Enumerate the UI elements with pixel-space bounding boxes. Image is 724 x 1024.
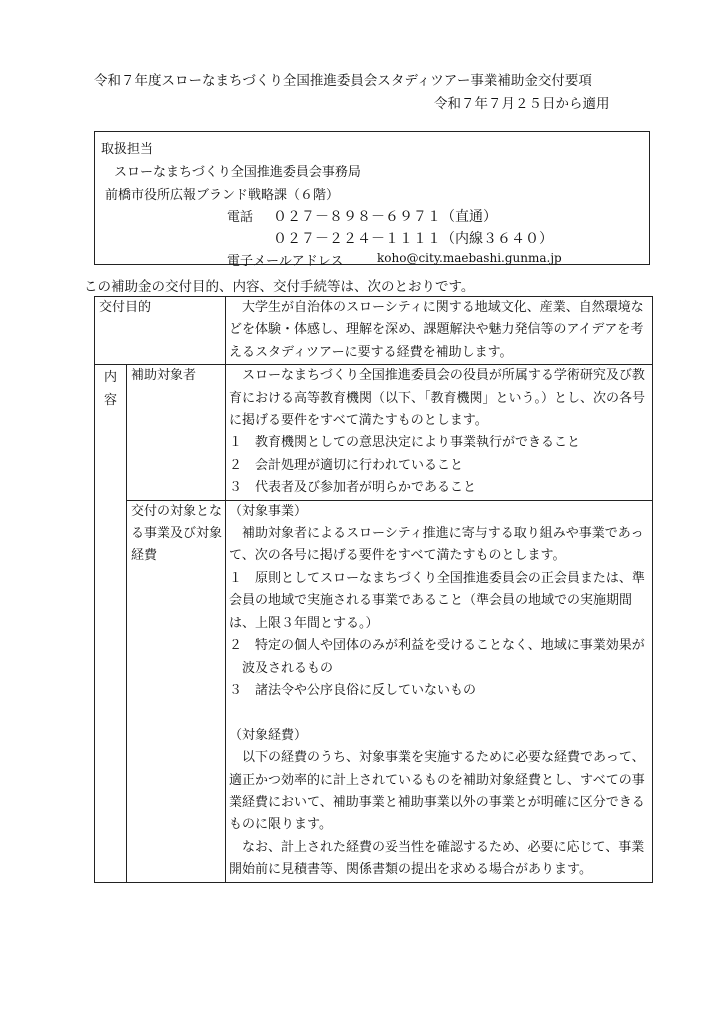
list-item: ３ 代表者及び参加者が明らかであること: [229, 480, 477, 496]
contact-dept: 前橋市役所広報ブランド戦略課（６階）: [105, 188, 340, 203]
purpose-label: 交付目的: [95, 297, 226, 365]
contact-office: スローなまちづくり全国推進委員会事務局: [114, 165, 361, 180]
purpose-text: 大学生が自治体のスローシティに関する地域文化、産業、自然環境などを体験・体感し、理解を深め、課題解決や魅力発信等のアイデアを考えるスタディツアーに要する経費を補助します。: [229, 300, 644, 360]
content-label: 内容: [104, 370, 118, 408]
table-row: [95, 365, 653, 500]
target-label: 交付の対象となる事業及び対象経費: [127, 500, 226, 882]
document-title: 令和７年度スローなまちづくり全国推進委員会スタディツアー事業補助金交付要項: [94, 73, 592, 89]
target-cost-note: なお、計上された経費の妥当性を確認するため、必要に応じて、事業開始前に見積書等、関係書類の提出を求める場合があります。: [229, 839, 645, 878]
eligible-label: 補助対象者: [127, 365, 226, 500]
contact-heading: 取扱担当: [101, 142, 154, 157]
table-row: [95, 500, 653, 882]
contact-box: [94, 131, 650, 269]
target-cell: [226, 500, 653, 882]
target-project-heading: （対象事業）: [229, 503, 308, 519]
tel-label: 電話: [227, 210, 254, 225]
list-item: ２ 特定の個人や団体のみが利益を受けることなく、地域に事業効果が波及されるもの: [229, 638, 645, 676]
list-item: ３ 諸法令や公序良俗に反していないもの: [229, 682, 477, 698]
intro-text: この補助金の交付目的、内容、交付手続等は、次のとおりです。: [84, 279, 475, 295]
tel-ext: ０２７－２２４－１１１１（内線３６４０）: [273, 231, 553, 247]
email-label: 電子メールアドレス: [227, 254, 344, 269]
email-address: koho@city.maebashi.gunma.jp: [377, 251, 562, 265]
content-label-cell: [95, 365, 127, 882]
target-project-text: 補助対象者によるスローシティ推進に寄与する取り組みや事業であって、次の各号に掲げる要件をすべて満たすものとします。: [229, 526, 644, 564]
subsidy-table: [94, 296, 653, 883]
list-item: ２ 会計処理が適切に行われていること: [229, 457, 464, 473]
list-item: １ 教育機関としての意思決定により事業執行ができること: [229, 435, 581, 451]
eligible-text: スローなまちづくり全国推進委員会の役員が所属する学術研究及び教育における高等教育機関（以下、「教育機関」という。）とし、次の各号に掲げる要件をすべて満たすものとします。: [229, 368, 646, 429]
effective-date: 令和７年７月２５日から適用: [434, 96, 610, 112]
purpose-cell: [226, 297, 653, 365]
tel-direct: ０２７－８９８－６９７１（直通）: [273, 209, 497, 225]
list-item: １ 原則としてスローなまちづくり全国推進委員会の正会員または、準会員の地域で実施される事業であること（準会員の地域での実施期間は、上限３年間とする。）: [229, 570, 645, 631]
target-cost-text: 以下の経費のうち、対象事業を実施するために必要な経費であって、適正かつ効率的に計上されているものを補助対象経費とし、すべての事業経費において、補助事業と補助事業以外の事業とが明確に区分できるものに限ります。: [229, 750, 645, 833]
spacer: [229, 702, 649, 724]
eligible-cell: [226, 365, 653, 500]
table-row: [95, 297, 653, 365]
target-cost-heading: （対象経費）: [229, 727, 308, 743]
